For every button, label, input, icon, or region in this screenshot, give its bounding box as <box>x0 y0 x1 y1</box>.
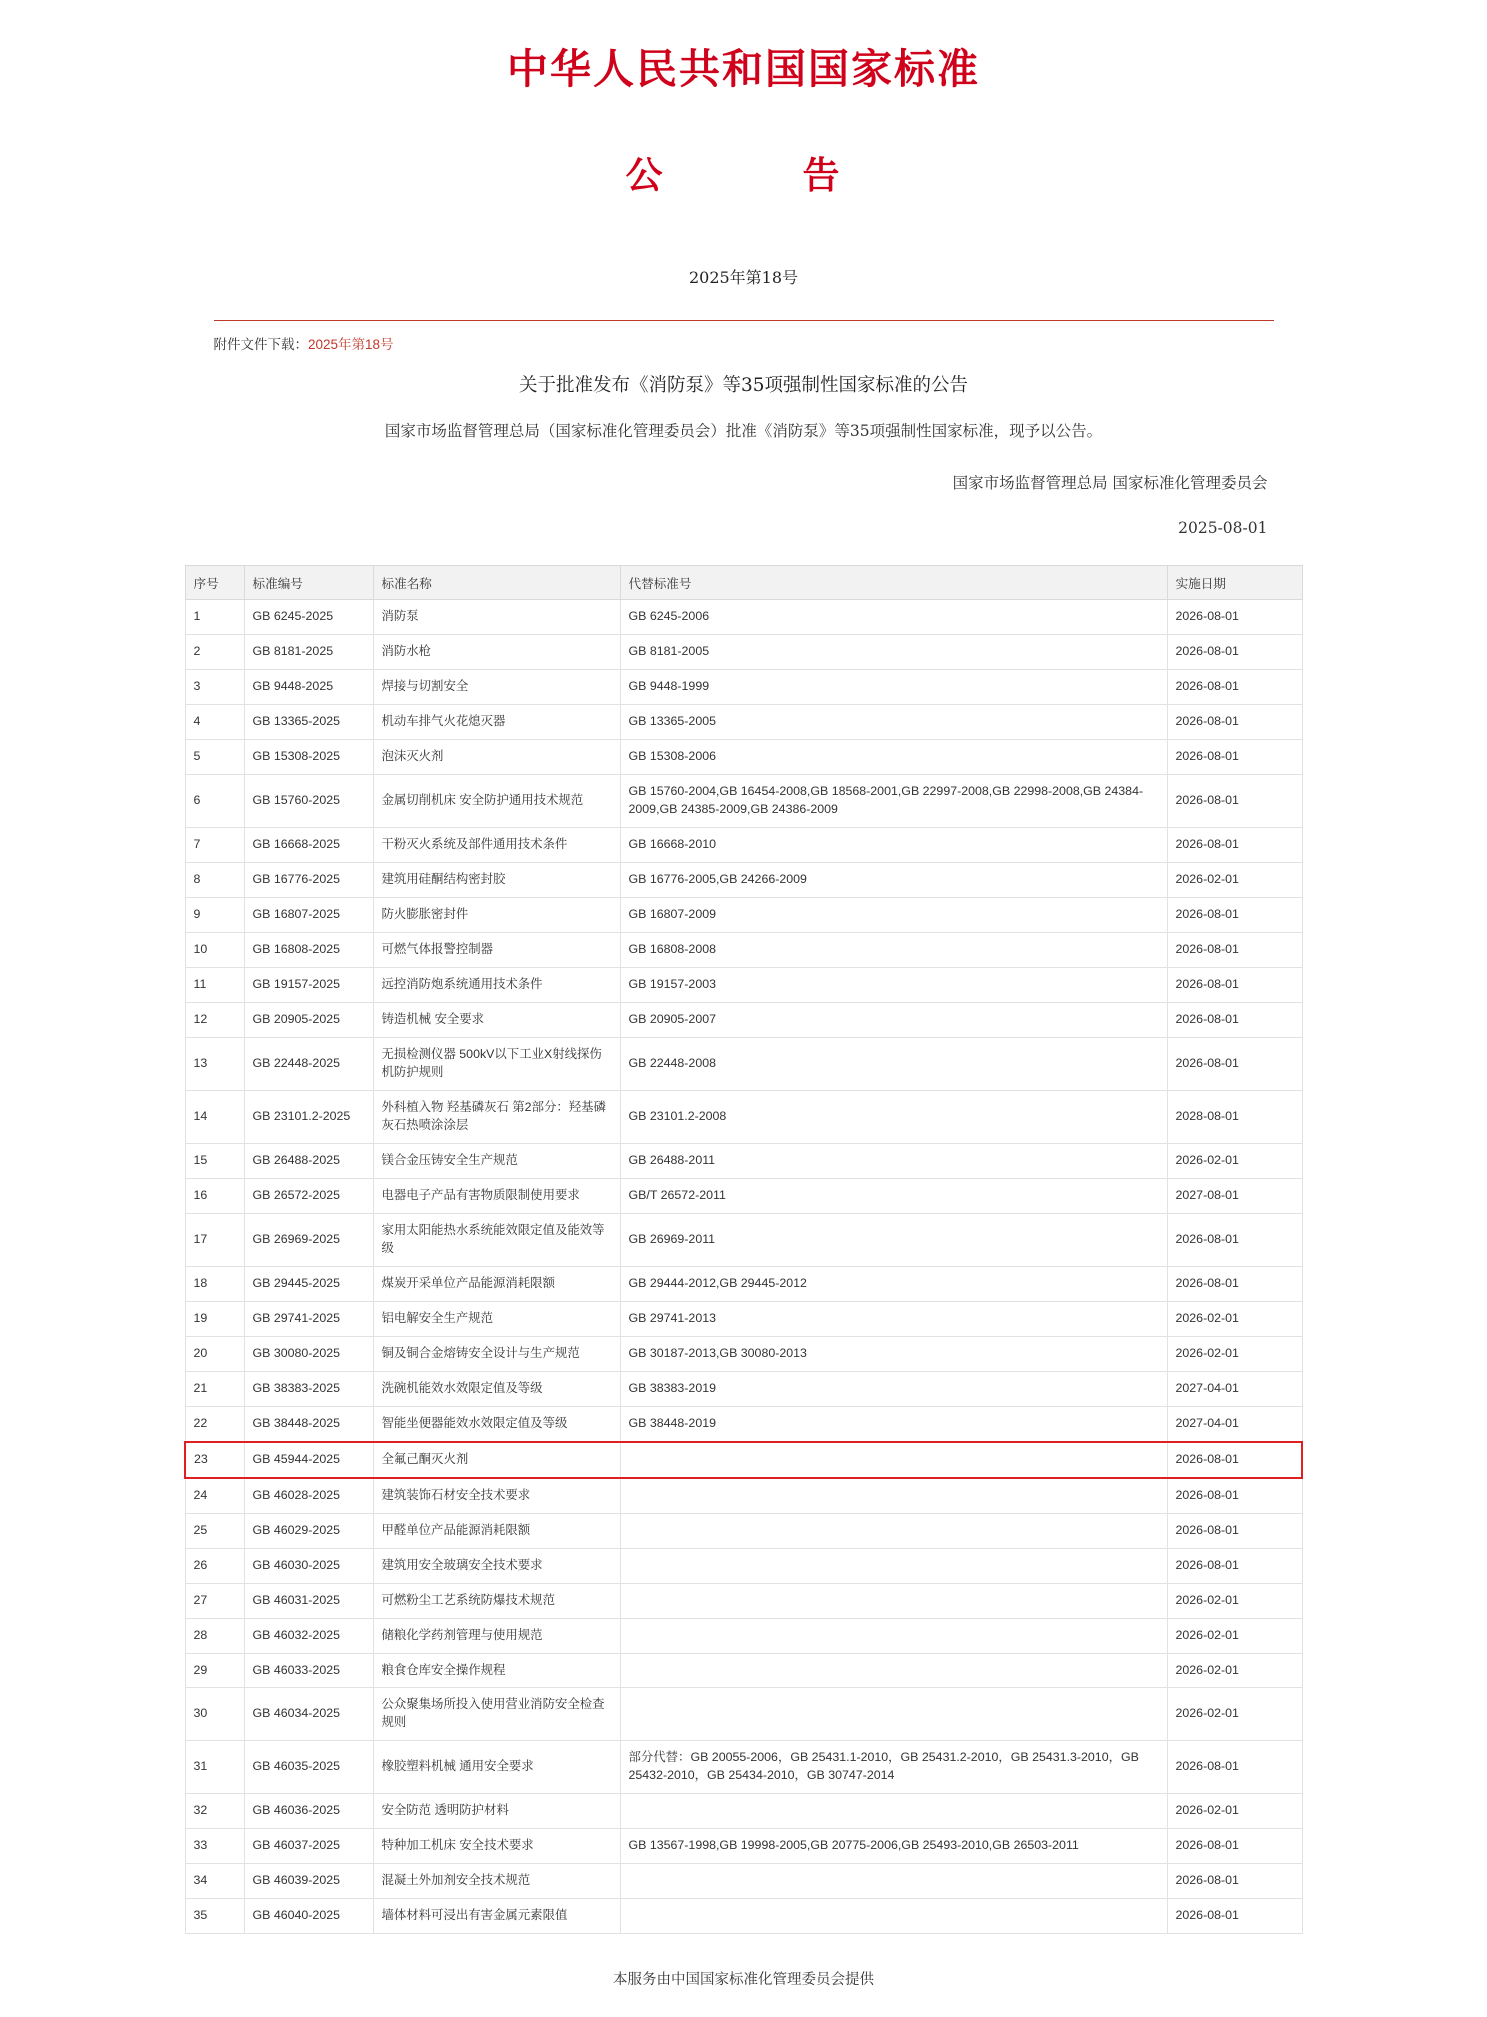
cell-seq: 30 <box>185 1688 244 1741</box>
column-header-code: 标准编号 <box>244 566 373 600</box>
cell-replaces: GB/T 26572-2011 <box>620 1178 1167 1213</box>
cell-date: 2026-02-01 <box>1167 1618 1302 1653</box>
cell-code: GB 46029-2025 <box>244 1513 373 1548</box>
cell-date: 2026-08-01 <box>1167 1478 1302 1513</box>
cell-code: GB 20905-2025 <box>244 1002 373 1037</box>
cell-code: GB 45944-2025 <box>244 1442 373 1478</box>
cell-standard-name[interactable]: 甲醛单位产品能源消耗限额 <box>373 1513 620 1548</box>
cell-seq: 19 <box>185 1301 244 1336</box>
cell-code: GB 46030-2025 <box>244 1548 373 1583</box>
cell-code: GB 23101.2-2025 <box>244 1090 373 1143</box>
cell-seq: 18 <box>185 1266 244 1301</box>
cell-date: 2026-02-01 <box>1167 1301 1302 1336</box>
table-row <box>185 1478 1302 1513</box>
cell-standard-name[interactable]: 金属切削机床 安全防护通用技术规范 <box>373 774 620 827</box>
cell-seq: 6 <box>185 774 244 827</box>
cell-standard-name[interactable]: 铜及铜合金熔铸安全设计与生产规范 <box>373 1336 620 1371</box>
cell-date: 2026-08-01 <box>1167 1513 1302 1548</box>
cell-seq: 25 <box>185 1513 244 1548</box>
cell-standard-name[interactable]: 防火膨胀密封件 <box>373 897 620 932</box>
cell-standard-name[interactable]: 镁合金压铸安全生产规范 <box>373 1143 620 1178</box>
cell-date: 2026-08-01 <box>1167 600 1302 635</box>
table-body <box>185 600 1302 1934</box>
table-row <box>185 1178 1302 1213</box>
column-header-date: 实施日期 <box>1167 566 1302 600</box>
cell-standard-name[interactable]: 电器电子产品有害物质限制使用要求 <box>373 1178 620 1213</box>
cell-code: GB 9448-2025 <box>244 669 373 704</box>
cell-standard-name[interactable]: 消防水枪 <box>373 634 620 669</box>
cell-seq: 10 <box>185 932 244 967</box>
cell-standard-name[interactable]: 洗碗机能效水效限定值及等级 <box>373 1371 620 1406</box>
cell-code: GB 30080-2025 <box>244 1336 373 1371</box>
cell-date: 2026-08-01 <box>1167 739 1302 774</box>
cell-seq: 8 <box>185 862 244 897</box>
column-header-seq: 序号 <box>185 566 244 600</box>
cell-code: GB 46039-2025 <box>244 1864 373 1899</box>
cell-replaces <box>620 1513 1167 1548</box>
table-row <box>185 1143 1302 1178</box>
cell-seq: 7 <box>185 827 244 862</box>
table-row <box>185 1513 1302 1548</box>
cell-date: 2026-08-01 <box>1167 827 1302 862</box>
cell-date: 2026-08-01 <box>1167 1864 1302 1899</box>
table-row <box>185 600 1302 635</box>
cell-date: 2026-08-01 <box>1167 1829 1302 1864</box>
table-row <box>185 1548 1302 1583</box>
table-row <box>185 897 1302 932</box>
cell-date: 2026-02-01 <box>1167 1336 1302 1371</box>
cell-date: 2026-08-01 <box>1167 669 1302 704</box>
table-row <box>185 1442 1302 1478</box>
table-row <box>185 862 1302 897</box>
cell-standard-name[interactable]: 墙体材料可浸出有害金属元素限值 <box>373 1899 620 1934</box>
cell-code: GB 16807-2025 <box>244 897 373 932</box>
notice-body: 国家市场监督管理总局（国家标准化管理委员会）批准《消防泵》等35项强制性国家标准，现予以公告。 <box>384 422 1103 440</box>
cell-standard-name[interactable]: 特种加工机床 安全技术要求 <box>373 1829 620 1864</box>
cell-standard-name[interactable]: 干粉灭火系统及部件通用技术条件 <box>373 827 620 862</box>
cell-seq: 2 <box>185 634 244 669</box>
cell-date: 2026-08-01 <box>1167 1548 1302 1583</box>
cell-date: 2026-02-01 <box>1167 1583 1302 1618</box>
cell-seq: 35 <box>185 1899 244 1934</box>
cell-standard-name[interactable]: 安全防范 透明防护材料 <box>373 1794 620 1829</box>
cell-date: 2026-02-01 <box>1167 1143 1302 1178</box>
cell-standard-name[interactable]: 可燃粉尘工艺系统防爆技术规范 <box>373 1583 620 1618</box>
cell-standard-name[interactable]: 橡胶塑料机械 通用安全要求 <box>373 1741 620 1794</box>
column-header-name: 标准名称 <box>373 566 620 600</box>
cell-code: GB 38383-2025 <box>244 1371 373 1406</box>
cell-standard-name[interactable]: 建筑装饰石材安全技术要求 <box>373 1478 620 1513</box>
table-row <box>185 1829 1302 1864</box>
column-header-replaces: 代替标准号 <box>620 566 1167 600</box>
table-row <box>185 1336 1302 1371</box>
cell-code: GB 46028-2025 <box>244 1478 373 1513</box>
notice-title: 关于批准发布《消防泵》等35项强制性国家标准的公告 <box>518 375 969 396</box>
cell-code: GB 38448-2025 <box>244 1406 373 1441</box>
cell-replaces <box>620 1653 1167 1688</box>
cell-code: GB 16808-2025 <box>244 932 373 967</box>
cell-seq: 16 <box>185 1178 244 1213</box>
table-row <box>185 669 1302 704</box>
cell-seq: 3 <box>185 669 244 704</box>
cell-seq: 26 <box>185 1548 244 1583</box>
table-row <box>185 1583 1302 1618</box>
cell-seq: 20 <box>185 1336 244 1371</box>
table-row <box>185 774 1302 827</box>
cell-replaces: GB 29741-2013 <box>620 1301 1167 1336</box>
cell-seq: 14 <box>185 1090 244 1143</box>
table-row <box>185 1618 1302 1653</box>
table-row <box>185 1899 1302 1934</box>
cell-standard-name[interactable]: 智能坐便器能效水效限定值及等级 <box>373 1406 620 1441</box>
cell-code: GB 15760-2025 <box>244 774 373 827</box>
cell-replaces: GB 22448-2008 <box>620 1037 1167 1090</box>
cell-replaces: GB 15308-2006 <box>620 739 1167 774</box>
table-row <box>185 1266 1302 1301</box>
table-row <box>185 1406 1302 1441</box>
table-row <box>185 1741 1302 1794</box>
cell-code: GB 46036-2025 <box>244 1794 373 1829</box>
cell-date: 2026-08-01 <box>1167 1037 1302 1090</box>
cell-code: GB 46031-2025 <box>244 1583 373 1618</box>
cell-replaces <box>620 1583 1167 1618</box>
cell-date: 2026-08-01 <box>1167 634 1302 669</box>
cell-date: 2026-08-01 <box>1167 932 1302 967</box>
cell-replaces: GB 16668-2010 <box>620 827 1167 862</box>
table-row <box>185 827 1302 862</box>
cell-date: 2026-08-01 <box>1167 1213 1302 1266</box>
announcement-number: 2025年第18号 <box>688 268 799 287</box>
cell-seq: 33 <box>185 1829 244 1864</box>
cell-standard-name[interactable]: 建筑用硅酮结构密封胶 <box>373 862 620 897</box>
table-row <box>185 634 1302 669</box>
cell-seq: 32 <box>185 1794 244 1829</box>
attachment-label: 附件文件下载： <box>213 337 308 352</box>
cell-replaces <box>620 1794 1167 1829</box>
cell-standard-name[interactable]: 建筑用安全玻璃安全技术要求 <box>373 1548 620 1583</box>
cell-date: 2026-02-01 <box>1167 862 1302 897</box>
cell-code: GB 13365-2025 <box>244 704 373 739</box>
table-header-row <box>185 566 1302 600</box>
cell-replaces <box>620 1688 1167 1741</box>
cell-seq: 12 <box>185 1002 244 1037</box>
cell-code: GB 22448-2025 <box>244 1037 373 1090</box>
cell-date: 2026-02-01 <box>1167 1688 1302 1741</box>
cell-standard-name[interactable]: 机动车排气火花熄灭器 <box>373 704 620 739</box>
cell-date: 2027-04-01 <box>1167 1406 1302 1441</box>
cell-seq: 28 <box>185 1618 244 1653</box>
cell-standard-name[interactable]: 焊接与切割安全 <box>373 669 620 704</box>
cell-replaces <box>620 1899 1167 1934</box>
cell-standard-name[interactable]: 泡沫灭火剂 <box>373 739 620 774</box>
notice-signature: 国家市场监督管理总局 国家标准化管理委员会 <box>952 474 1268 492</box>
cell-standard-name[interactable]: 公众聚集场所投入使用营业消防安全检查规则 <box>373 1688 620 1741</box>
table-row <box>185 1301 1302 1336</box>
cell-date: 2026-08-01 <box>1167 704 1302 739</box>
cell-replaces: GB 23101.2-2008 <box>620 1090 1167 1143</box>
table-row <box>185 1371 1302 1406</box>
cell-date: 2026-08-01 <box>1167 1741 1302 1794</box>
cell-replaces: GB 19157-2003 <box>620 967 1167 1002</box>
cell-standard-name[interactable]: 储粮化学药剂管理与使用规范 <box>373 1618 620 1653</box>
notice-date: 2025-08-01 <box>1178 519 1268 537</box>
table-row <box>185 1213 1302 1266</box>
cell-replaces: GB 13365-2005 <box>620 704 1167 739</box>
cell-standard-name[interactable]: 远控消防炮系统通用技术条件 <box>373 967 620 1002</box>
attachment-row <box>214 333 1274 353</box>
cell-date: 2026-02-01 <box>1167 1653 1302 1688</box>
cell-replaces <box>620 1442 1167 1478</box>
cell-seq: 22 <box>185 1406 244 1441</box>
table-row <box>185 1090 1302 1143</box>
table-row <box>185 1653 1302 1688</box>
cell-replaces: GB 13567-1998,GB 19998-2005,GB 20775-2006,GB 25493-2010,GB 26503-2011 <box>620 1829 1167 1864</box>
cell-code: GB 26572-2025 <box>244 1178 373 1213</box>
cell-replaces: GB 30187-2013,GB 30080-2013 <box>620 1336 1167 1371</box>
cell-standard-name[interactable]: 粮食仓库安全操作规程 <box>373 1653 620 1688</box>
cell-replaces <box>620 1618 1167 1653</box>
cell-date: 2027-08-01 <box>1167 1178 1302 1213</box>
page-title: 中华人民共和国国家标准 <box>507 45 980 93</box>
standards-table <box>184 565 1303 1934</box>
cell-seq: 4 <box>185 704 244 739</box>
cell-code: GB 26488-2025 <box>244 1143 373 1178</box>
cell-replaces: GB 15760-2004,GB 16454-2008,GB 18568-2001,GB 22997-2008,GB 22998-2008,GB 24384-2009,GB 24385-2009,GB 24386-2009 <box>620 774 1167 827</box>
cell-date: 2026-02-01 <box>1167 1794 1302 1829</box>
cell-seq: 27 <box>185 1583 244 1618</box>
cell-seq: 15 <box>185 1143 244 1178</box>
table-row <box>185 1688 1302 1741</box>
cell-standard-name[interactable]: 外科植入物 羟基磷灰石 第2部分：羟基磷灰石热喷涂涂层 <box>373 1090 620 1143</box>
table-row <box>185 739 1302 774</box>
cell-seq: 29 <box>185 1653 244 1688</box>
footer-note: 本服务由中国国家标准化管理委员会提供 <box>613 1972 874 1989</box>
cell-replaces: GB 16807-2009 <box>620 897 1167 932</box>
cell-replaces: GB 26488-2011 <box>620 1143 1167 1178</box>
attachment-download-link[interactable]: 2025年第18号 <box>308 337 394 352</box>
cell-date: 2026-08-01 <box>1167 1002 1302 1037</box>
cell-seq: 5 <box>185 739 244 774</box>
cell-replaces: GB 6245-2006 <box>620 600 1167 635</box>
cell-code: GB 15308-2025 <box>244 739 373 774</box>
cell-code: GB 46033-2025 <box>244 1653 373 1688</box>
cell-replaces: GB 29444-2012,GB 29445-2012 <box>620 1266 1167 1301</box>
cell-seq: 9 <box>185 897 244 932</box>
divider-rule <box>214 320 1274 321</box>
cell-standard-name[interactable]: 煤炭开采单位产品能源消耗限额 <box>373 1266 620 1301</box>
cell-replaces <box>620 1478 1167 1513</box>
cell-code: GB 46034-2025 <box>244 1688 373 1741</box>
cell-replaces <box>620 1864 1167 1899</box>
cell-date: 2028-08-01 <box>1167 1090 1302 1143</box>
cell-code: GB 16668-2025 <box>244 827 373 862</box>
cell-date: 2026-08-01 <box>1167 1899 1302 1934</box>
cell-standard-name[interactable]: 无损检测仪器 500kV以下工业X射线探伤机防护规则 <box>373 1037 620 1090</box>
cell-date: 2026-08-01 <box>1167 774 1302 827</box>
cell-replaces: GB 9448-1999 <box>620 669 1167 704</box>
cell-standard-name[interactable]: 铸造机械 安全要求 <box>373 1002 620 1037</box>
cell-seq: 31 <box>185 1741 244 1794</box>
cell-seq: 13 <box>185 1037 244 1090</box>
table-row <box>185 1794 1302 1829</box>
cell-date: 2026-08-01 <box>1167 1442 1302 1478</box>
cell-code: GB 46037-2025 <box>244 1829 373 1864</box>
cell-replaces: GB 8181-2005 <box>620 634 1167 669</box>
cell-replaces: GB 20905-2007 <box>620 1002 1167 1037</box>
cell-standard-name[interactable]: 可燃气体报警控制器 <box>373 932 620 967</box>
table-row <box>185 932 1302 967</box>
cell-replaces: GB 38448-2019 <box>620 1406 1167 1441</box>
cell-code: GB 29445-2025 <box>244 1266 373 1301</box>
cell-seq: 11 <box>185 967 244 1002</box>
cell-date: 2026-08-01 <box>1167 1266 1302 1301</box>
cell-date: 2026-08-01 <box>1167 967 1302 1002</box>
cell-seq: 1 <box>185 600 244 635</box>
table-row <box>185 1002 1302 1037</box>
cell-replaces <box>620 1548 1167 1583</box>
cell-replaces: GB 26969-2011 <box>620 1213 1167 1266</box>
cell-code: GB 8181-2025 <box>244 634 373 669</box>
page-subtitle: 公 告 <box>625 153 862 197</box>
table-row <box>185 704 1302 739</box>
cell-code: GB 46040-2025 <box>244 1899 373 1934</box>
cell-code: GB 6245-2025 <box>244 600 373 635</box>
cell-seq: 21 <box>185 1371 244 1406</box>
cell-seq: 17 <box>185 1213 244 1266</box>
cell-code: GB 19157-2025 <box>244 967 373 1002</box>
cell-replaces: 部分代替：GB 20055-2006，GB 25431.1-2010，GB 25431.2-2010，GB 25431.3-2010，GB 25432-2010，GB 25434-2010，GB 30747-2014 <box>620 1741 1167 1794</box>
cell-seq: 23 <box>185 1442 244 1478</box>
cell-replaces: GB 16808-2008 <box>620 932 1167 967</box>
cell-code: GB 46035-2025 <box>244 1741 373 1794</box>
cell-date: 2026-08-01 <box>1167 897 1302 932</box>
cell-seq: 24 <box>185 1478 244 1513</box>
cell-standard-name[interactable]: 消防泵 <box>373 600 620 635</box>
cell-code: GB 26969-2025 <box>244 1213 373 1266</box>
cell-standard-name[interactable]: 铝电解安全生产规范 <box>373 1301 620 1336</box>
cell-replaces: GB 16776-2005,GB 24266-2009 <box>620 862 1167 897</box>
cell-seq: 34 <box>185 1864 244 1899</box>
cell-code: GB 46032-2025 <box>244 1618 373 1653</box>
cell-standard-name[interactable]: 家用太阳能热水系统能效限定值及能效等级 <box>373 1213 620 1266</box>
table-row <box>185 967 1302 1002</box>
cell-standard-name[interactable]: 全氟己酮灭火剂 <box>373 1442 620 1478</box>
cell-date: 2027-04-01 <box>1167 1371 1302 1406</box>
cell-replaces: GB 38383-2019 <box>620 1371 1167 1406</box>
cell-standard-name[interactable]: 混凝土外加剂安全技术规范 <box>373 1864 620 1899</box>
table-row <box>185 1037 1302 1090</box>
cell-code: GB 29741-2025 <box>244 1301 373 1336</box>
table-row <box>185 1864 1302 1899</box>
cell-code: GB 16776-2025 <box>244 862 373 897</box>
